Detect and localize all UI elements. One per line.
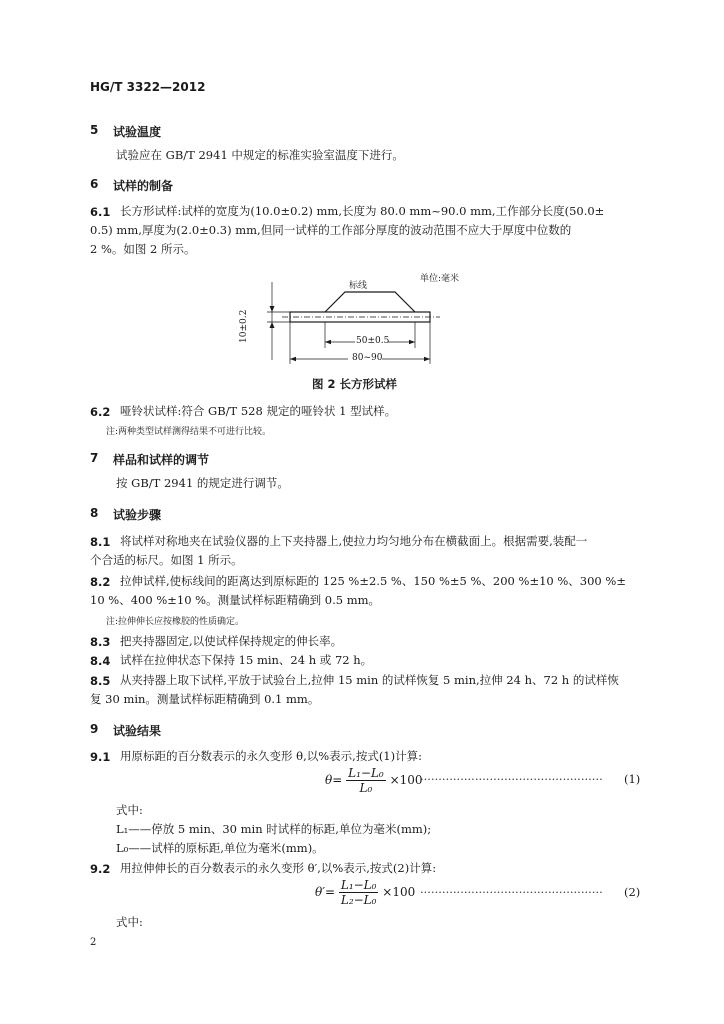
- equation-2-numerator: L₁−L₀: [340, 878, 377, 892]
- figure-unit-label: 单位:毫米: [420, 274, 460, 284]
- variable-l1-definition: L₁——停放 5 min、30 min 时试样的标距,单位为毫米(mm);: [116, 822, 432, 836]
- working-length-label: 50±0.5: [356, 336, 390, 346]
- width-label: 10±0.2: [239, 309, 249, 343]
- where-label-2: 式中:: [116, 915, 143, 929]
- equation-1-number: (1): [624, 772, 641, 786]
- section-5-title: 试验温度: [113, 125, 162, 139]
- equation-2-lhs: θ′=: [315, 885, 336, 899]
- equation-2-fraction: [339, 878, 379, 907]
- clause-8-5-line-1: 从夹持器上取下试样,平放于试验台上,拉伸 15 min 的试样恢复 5 min,拉伸 24 h、72 h 的试样恢: [120, 673, 619, 687]
- clause-9-1-text: 用原标距的百分数表示的永久变形 θ,以%表示,按式(1)计算:: [120, 749, 422, 763]
- clause-6-2-number: 6.2: [90, 405, 111, 419]
- clause-6-1-line-2: 0.5) mm,厚度为(2.0±0.3) mm,但同一试样的工作部分厚度的波动范围不应大于厚度中位数的: [90, 223, 572, 237]
- clause-8-5-line-2: 复 30 min。测量试样标距精确到 0.1 mm。: [90, 692, 320, 706]
- work-arrow-right: [409, 340, 415, 344]
- clause-8-1-number: 8.1: [90, 535, 111, 549]
- gauge-mark-outline: [325, 292, 415, 312]
- equation-2: [315, 878, 415, 907]
- clause-6-2-text: 哑铃状试样:符合 GB/T 528 规定的哑铃状 1 型试样。: [120, 404, 397, 418]
- equation-1-denominator: L₀: [359, 781, 373, 795]
- section-5-number: 5: [90, 123, 99, 137]
- equation-1: [325, 766, 423, 795]
- section-7-text: 按 GB/T 2941 的规定进行调节。: [116, 476, 289, 490]
- section-9-title: 试验结果: [113, 724, 162, 738]
- section-9-number: 9: [90, 722, 99, 736]
- total-arrow-right: [424, 357, 430, 361]
- equation-1-lhs: θ=: [325, 773, 343, 787]
- clause-9-2-number: 9.2: [90, 862, 111, 876]
- clause-8-2-line-2: 10 %、400 %±10 %。测量试样标距精确到 0.5 mm。: [90, 593, 381, 607]
- standard-number: HG/T 3322—2012: [90, 80, 206, 94]
- gauge-mark-label: 标线: [349, 281, 368, 291]
- equation-1-multiplier: ×100: [389, 773, 423, 787]
- total-arrow-left: [290, 357, 296, 361]
- clause-6-2-note: 注:两种类型试样测得结果不可进行比较。: [106, 427, 272, 437]
- clause-8-1-line-1: 将试样对称地夹在试验仪器的上下夹持器上,使拉力均匀地分布在横截面上。根据需要,装配一: [120, 534, 588, 548]
- width-arrow-bottom: [270, 322, 275, 328]
- equation-1-leader: ··················································: [420, 772, 603, 786]
- width-arrow-top: [270, 306, 275, 312]
- equation-1-numerator: L₁−L₀: [348, 766, 384, 780]
- clause-8-2-line-1: 拉伸试样,使标线间的距离达到原标距的 125 %±2.5 %、150 %±5 %、200 %±10 %、300 %±: [120, 574, 626, 588]
- where-label-1: 式中:: [116, 803, 143, 817]
- page-number: 2: [90, 937, 97, 948]
- figure-2-caption: 图 2 长方形试样: [312, 377, 398, 391]
- section-8-title: 试验步骤: [113, 508, 162, 522]
- equation-2-multiplier: ×100: [382, 885, 416, 899]
- section-6-title: 试样的制备: [113, 179, 174, 193]
- clause-8-5-number: 8.5: [90, 674, 111, 688]
- section-5-text: 试验应在 GB/T 2941 中规定的标准实验室温度下进行。: [116, 148, 404, 162]
- equation-2-leader: ··················································: [420, 885, 603, 899]
- clause-8-4-text: 试样在拉伸状态下保持 15 min、24 h 或 72 h。: [120, 653, 373, 667]
- clause-6-1-line-3: 2 %。如图 2 所示。: [90, 242, 196, 256]
- work-arrow-left: [325, 340, 331, 344]
- variable-l0-definition: L₀——试样的原标距,单位为毫米(mm)。: [116, 841, 324, 855]
- clause-6-1-line-1: 长方形试样:试样的宽度为(10.0±0.2) mm,长度为 80.0 mm~90.0 mm,工作部分长度(50.0±: [120, 204, 605, 218]
- clause-8-4-number: 8.4: [90, 654, 111, 668]
- section-7-number: 7: [90, 451, 99, 465]
- equation-2-number: (2): [624, 885, 641, 899]
- clause-8-3-text: 把夹持器固定,以使试样保持规定的伸长率。: [120, 634, 343, 648]
- total-length-label: 80~90: [352, 353, 383, 363]
- section-8-number: 8: [90, 506, 99, 520]
- clause-9-2-text: 用拉伸伸长的百分数表示的永久变形 θ′,以%表示,按式(2)计算:: [120, 861, 437, 875]
- clause-8-1-line-2: 个合适的标尺。如图 1 所示。: [90, 553, 243, 567]
- section-7-title: 样品和试样的调节: [113, 453, 210, 467]
- clause-8-3-number: 8.3: [90, 635, 111, 649]
- clause-9-1-number: 9.1: [90, 750, 111, 764]
- clause-6-1-number: 6.1: [90, 205, 111, 219]
- clause-8-2-note: 注:拉伸伸长应按橡胶的性质确定。: [106, 617, 245, 627]
- equation-1-fraction: [346, 766, 386, 795]
- equation-2-denominator: L₂−L₀: [340, 893, 377, 907]
- section-6-number: 6: [90, 177, 99, 191]
- clause-8-2-number: 8.2: [90, 575, 111, 589]
